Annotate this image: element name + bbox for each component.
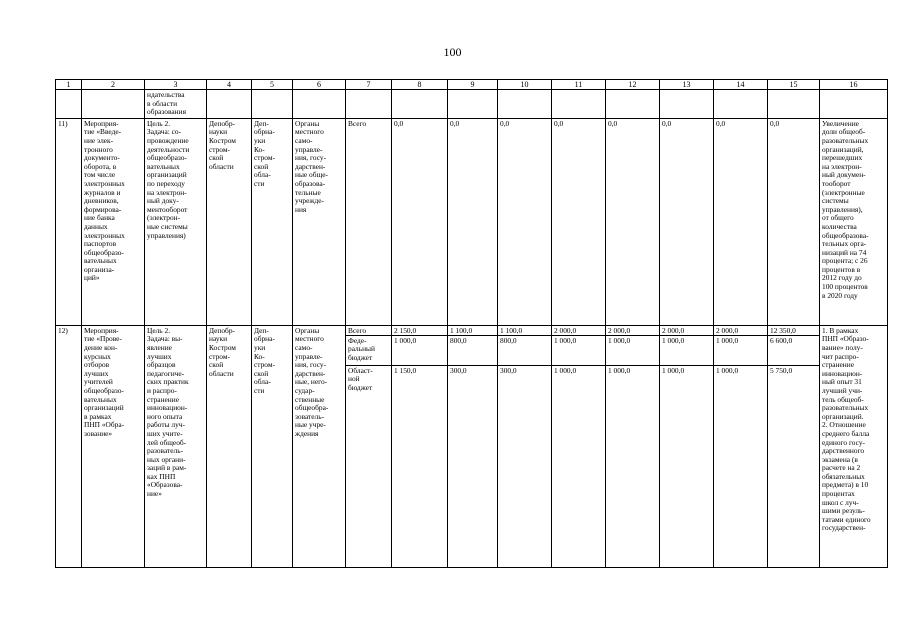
value-cell: 0,0 — [448, 118, 498, 325]
program-measures-table — [55, 79, 888, 568]
col-header-3: 3 — [145, 80, 207, 90]
measure-name: Мероприя- тие «Введе- ние элек- тронного документо- оборота, в том числе электронных журналов и дневников, формирова- ние банка данных электронных паспортов общеобразо- вательных организа- ций» — [82, 118, 145, 325]
funding-sources — [346, 325, 392, 567]
target-indicator: Увеличение доли общеоб- разовательных организаций, перешедших на электрон- ный докумен- тооборот (электронные системы управления), от общего количества общеобразова- тельных орга- низаций на 74 процента; с 26 процентов в 2012 году до 100 процентов в 2020 году — [820, 118, 888, 325]
value-cell: 0,0 — [768, 118, 820, 325]
value-regional: 1 000,0 — [554, 365, 577, 375]
col-header-4: 4 — [207, 80, 252, 90]
value-regional: 300,0 — [500, 365, 517, 375]
col-header-13: 13 — [660, 80, 714, 90]
page-number: 100 — [443, 45, 462, 59]
value-cell: 0,0 — [714, 118, 768, 325]
table-row-11 — [56, 118, 888, 325]
value-federal: 800,0 — [498, 336, 551, 366]
value-total: 12 350,0 — [768, 326, 819, 336]
value-federal: 1 000,0 — [714, 336, 767, 366]
row-index: 11) — [56, 118, 82, 325]
co-executor: Деп- обрна- уки Ко- стром- ской обла- сти — [252, 325, 293, 567]
table-row-12 — [56, 325, 888, 567]
value-total: 2 000,0 — [714, 326, 767, 336]
source-regional: Област- ной бюджет — [348, 365, 373, 392]
measure-name: Мероприя- тие «Прове- дение кон- курсных отборов лучших учителей общеобразо- вательных организаций в рамках ПНП «Обра- зование» — [82, 325, 145, 567]
value-regional: 1 000,0 — [716, 365, 739, 375]
col-header-10: 10 — [498, 80, 552, 90]
value-total: 1 100,0 — [498, 326, 551, 336]
col-header-15: 15 — [768, 80, 820, 90]
col-header-7: 7 — [346, 80, 392, 90]
col-header-12: 12 — [606, 80, 660, 90]
value-regional: 1 000,0 — [662, 365, 685, 375]
funding-source: Всего — [346, 118, 392, 325]
value-federal: 800,0 — [448, 336, 497, 366]
participants: Органы местного само- управле- ния, госу- дарствен- ные, него- судар- ственные общеобра- зователь- ные учре- ждения — [293, 325, 346, 567]
source-total: Всего — [346, 326, 391, 336]
responsible-executor: Депобр- науки Костром стром- ской области — [207, 325, 252, 567]
continued-goal-text: ндательства в области образования — [145, 90, 207, 119]
value-cell: 0,0 — [498, 118, 552, 325]
value-total: 2 000,0 — [552, 326, 605, 336]
co-executor: Деп- обрна- уки Ко- стром- ской обла- сти — [252, 118, 293, 325]
target-indicator: 1. В рамках ПНП «Образо- вание» полу- чит распро- странение инновацион- ный опыт 31 лучший учи- тель общеоб- разовательных организаций. 2. Отношение среднего балла единого госу- дарственного экзамена (в расчете на 2 обязательных предмета) в 10 процентах школ с луч- шими резуль- татами единого государствен- — [820, 325, 888, 567]
column-number-row — [56, 80, 888, 90]
col-header-16: 16 — [820, 80, 888, 90]
value-cell: 0,0 — [606, 118, 660, 325]
value-regional: 300,0 — [450, 365, 467, 375]
value-federal: 1 000,0 — [392, 336, 447, 366]
value-federal: 1 000,0 — [552, 336, 605, 366]
measure-goal: Цель 2. Задача: вы- явление лучших образцов педагогиче- ских практик и распро- странение инновацион- ного опыта работы луч- ших учите- лей общеоб- разователь- ных органи- заций в рам- ках ПНП «Образова- ние» — [145, 325, 207, 567]
col-header-2: 2 — [82, 80, 145, 90]
value-total: 2 150,0 — [392, 326, 447, 336]
row-index: 12) — [56, 325, 82, 567]
col-header-11: 11 — [552, 80, 606, 90]
value-total: 2 000,0 — [606, 326, 659, 336]
participants: Органы местного само- управле- ния, госу- дарствен- ные обще- образова- тельные учрежде- ния — [293, 118, 346, 325]
col-header-8: 8 — [392, 80, 448, 90]
value-cell: 0,0 — [552, 118, 606, 325]
measure-goal: Цель 2. Задача: со- провождение деятельности общеобразо- вательных организаций по переходу на электрон- ный доку- ментооборот (электрон- ные системы управления) — [145, 118, 207, 325]
value-federal: 1 000,0 — [660, 336, 713, 366]
responsible-executor: Депобр- науки Костром стром- ской области — [207, 118, 252, 325]
value-federal: 1 000,0 — [606, 336, 659, 366]
value-cell: 0,0 — [392, 118, 448, 325]
col-header-14: 14 — [714, 80, 768, 90]
value-cell: 0,0 — [660, 118, 714, 325]
value-regional: 1 150,0 — [394, 365, 417, 375]
col-header-9: 9 — [448, 80, 498, 90]
col-header-5: 5 — [252, 80, 293, 90]
value-regional: 1 000,0 — [608, 365, 631, 375]
value-regional: 5 750,0 — [770, 365, 793, 375]
value-federal: 6 600,0 — [768, 336, 819, 366]
source-federal: Феде- ральный бюджет — [346, 336, 391, 366]
value-total: 2 000,0 — [660, 326, 713, 336]
col-header-1: 1 — [56, 80, 82, 90]
col-header-6: 6 — [293, 80, 346, 90]
value-total: 1 100,0 — [448, 326, 497, 336]
continued-row — [56, 90, 888, 119]
